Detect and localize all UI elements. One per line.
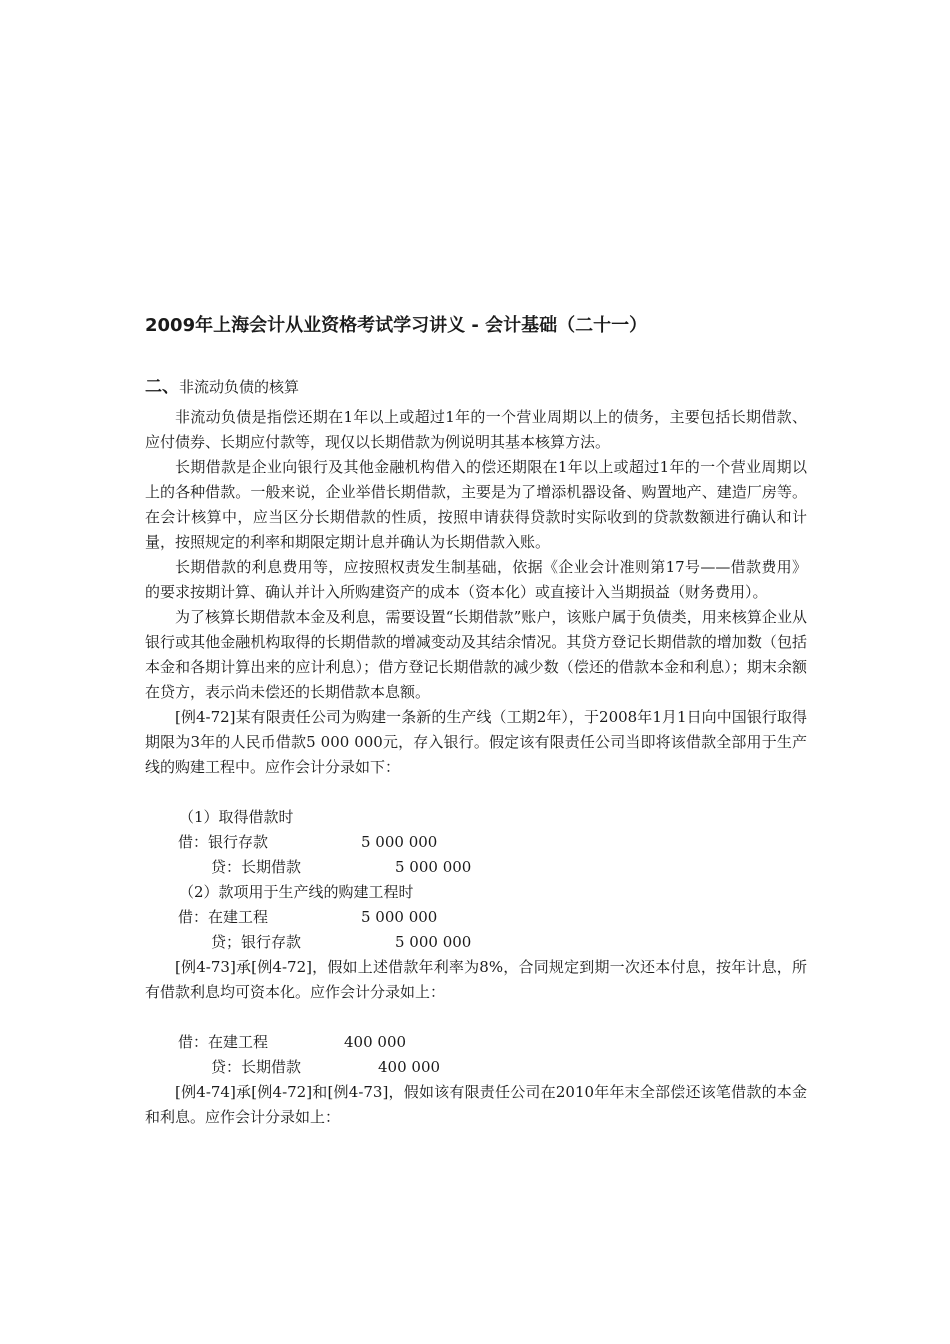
credit-amount: 400 000 [378, 1058, 441, 1076]
journal-entry-credit [145, 1055, 807, 1080]
entry-step-label [145, 880, 807, 905]
document-title: 2009年上海会计从业资格考试学习讲义 - 会计基础（二十一） [145, 315, 648, 336]
journal-entry-credit [145, 855, 807, 880]
credit-amount: 5 000 000 [395, 933, 472, 951]
section-title: 非流动负债的核算 [179, 378, 300, 396]
journal-entry-debit [145, 1030, 807, 1055]
paragraph: [例4-72]某有限责任公司为购建一条新的生产线（工期2年），于2008年1月1日向中国银行取得期限为3年的人民币借款5 000 000元，存入银行。假定该有限责任公司当即将该借款全部用于生产线的购建工程中。应作会计分录如下： [145, 708, 807, 776]
journal-entry-credit [145, 930, 807, 955]
credit-account: 贷：长期借款 [211, 1058, 302, 1076]
section-heading [145, 372, 805, 397]
blank-line [145, 780, 807, 805]
credit-account: 贷；银行存款 [211, 933, 302, 951]
paragraph: [例4-73]承[例4-72]，假如上述借款年利率为8%，合同规定到期一次还本付息，按年计息，所有借款利息均可资本化。应作会计分录如上： [145, 958, 807, 1001]
credit-amount: 5 000 000 [395, 858, 472, 876]
paragraph: 为了核算长期借款本金及利息，需要设置“长期借款”账户，该账户属于负债类，用来核算企业从银行或其他金融机构取得的长期借款的增减变动及其结余情况。其贷方登记长期借款的增加数（包括本金和各期计算出来的应计利息）；借方登记长期借款的减少数（偿还的借款本金和利息）；期末余额在贷方，表示尚未偿还的长期借款本息额。 [145, 608, 807, 701]
paragraph: 非流动负债是指偿还期在1年以上或超过1年的一个营业周期以上的债务，主要包括长期借款、应付债券、长期应付款等，现仅以长期借款为例说明其基本核算方法。 [145, 408, 807, 451]
paragraph: 长期借款是企业向银行及其他金融机构借入的偿还期限在1年以上或超过1年的一个营业周期以上的各种借款。一般来说，企业举借长期借款，主要是为了增添机器设备、购置地产、建造厂房等。在会计核算中，应当区分长期借款的性质，按照申请获得贷款时实际收到的贷款数额进行确认和计量，按照规定的利率和期限定期计息并确认为长期借款入账。 [145, 458, 807, 551]
paragraph: [例4-74]承[例4-72]和[例4-73]，假如该有限责任公司在2010年年末全部偿还该笔借款的本金和利息。应作会计分录如上： [145, 1083, 807, 1126]
step-label: （1）取得借款时 [179, 808, 294, 826]
paragraph: 长期借款的利息费用等，应按照权责发生制基础，依据《企业会计准则第17号——借款费用》的要求按期计算、确认并计入所购建资产的成本（资本化）或直接计入当期损益（财务费用）。 [145, 558, 807, 601]
blank-line [145, 1005, 807, 1030]
debit-amount: 5 000 000 [361, 908, 438, 926]
document-body [145, 405, 807, 1130]
step-label: （2）款项用于生产线的购建工程时 [179, 883, 414, 901]
section-number: 二、 [145, 377, 179, 397]
credit-account: 贷：长期借款 [211, 858, 302, 876]
debit-amount: 400 000 [344, 1033, 407, 1051]
journal-entry-debit [145, 830, 807, 855]
journal-entry-debit [145, 905, 807, 930]
debit-account: 借：银行存款 [178, 833, 269, 851]
entry-step-label [145, 805, 807, 830]
debit-account: 借：在建工程 [178, 1033, 269, 1051]
debit-account: 借：在建工程 [178, 908, 269, 926]
debit-amount: 5 000 000 [361, 833, 438, 851]
